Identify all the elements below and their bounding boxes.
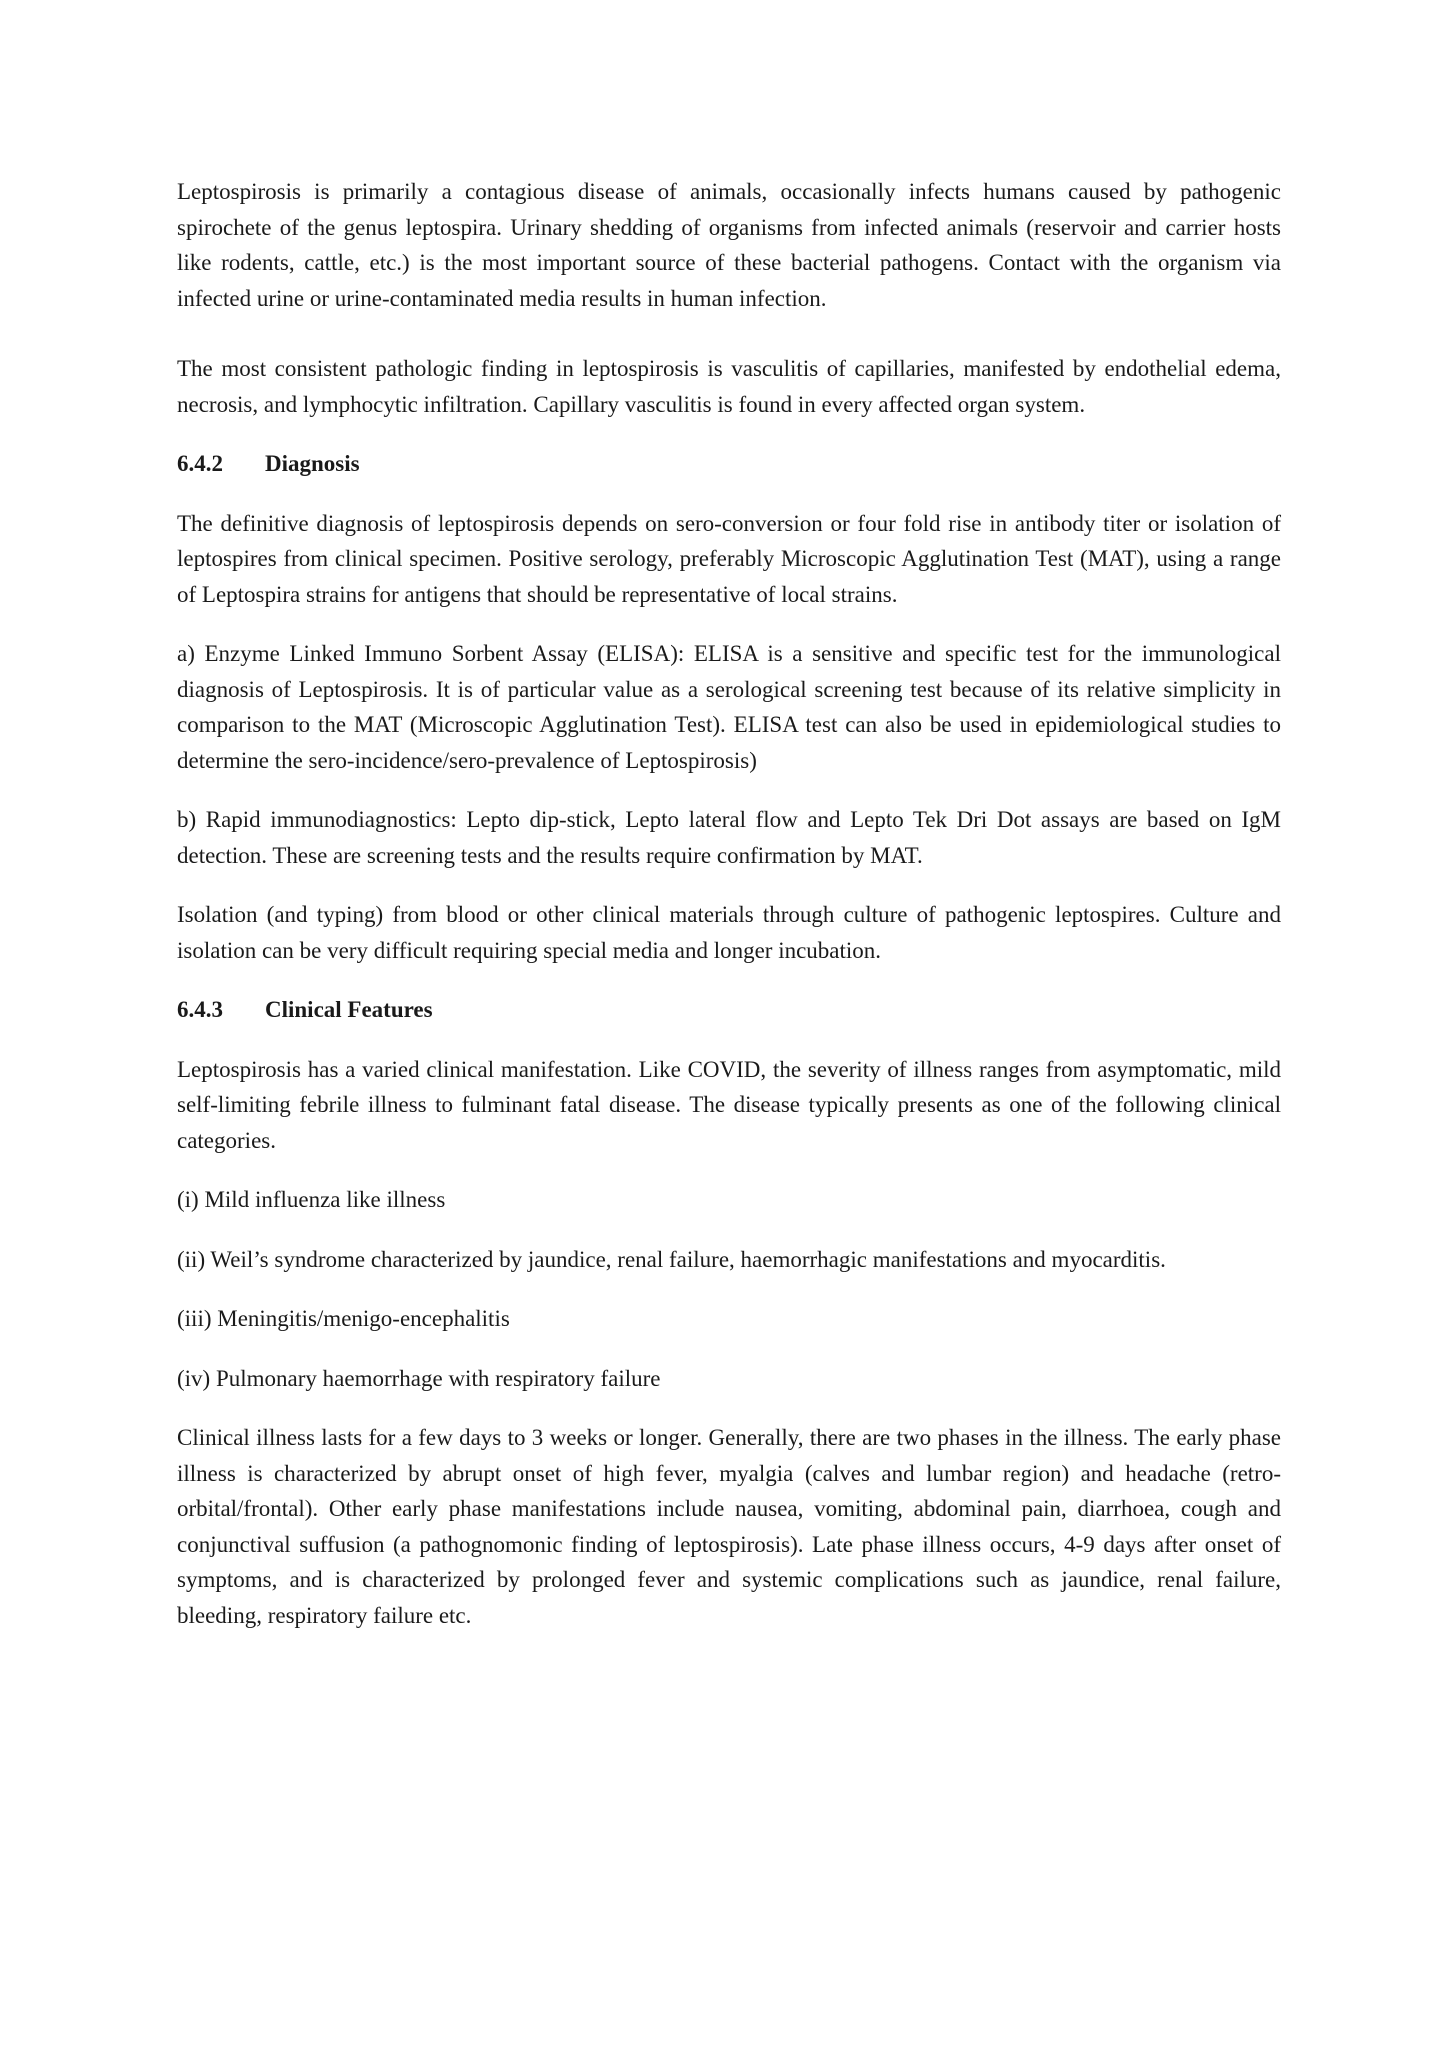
section-heading-clinical-features <box>177 992 1281 1028</box>
clinical-category-item: (i) Mild influenza like illness <box>177 1187 446 1212</box>
section-heading-diagnosis <box>177 446 1281 482</box>
diagnosis-paragraph-1: The definitive diagnosis of leptospirosis depends on sero-conversion or four fold rise in antibody titer or isolation of leptospires from clinical specimen. Positive serology, preferably Microscopic Agglutination Test (MAT), using a range of Leptospira strains for antigens that should be representative of local strains. <box>177 510 1281 607</box>
diagnosis-paragraph-rapid: b) Rapid immunodiagnostics: Lepto dip-stick, Lepto lateral flow and Lepto Tek Dri Dot assays are based on IgM detection. These are screening tests and the results require confirmation by MAT. <box>177 807 1281 868</box>
section-number: 6.4.3 <box>177 997 223 1022</box>
document-page <box>177 174 1281 1633</box>
clinical-category-item: (ii) Weil’s syndrome characterized by jaundice, renal failure, haemorrhagic manifestations and myocarditis. <box>177 1246 1166 1272</box>
clinical-category-item: (iii) Meningitis/menigo-encephalitis <box>177 1306 510 1331</box>
section-title: Clinical Features <box>265 997 433 1022</box>
section-title: Diagnosis <box>265 451 360 476</box>
section-number: 6.4.2 <box>177 451 223 476</box>
intro-paragraph-1: Leptospirosis is primarily a contagious disease of animals, occasionally infects humans caused by pathogenic spirochete of the genus leptospira. Urinary shedding of organisms from infected animals (reservoir and carrier hosts like rodents, cattle, etc.) is the most important source of these bacterial pathogens. Contact with the organism via infected urine or urine-contaminated media results in human infection. <box>177 179 1281 311</box>
clinical-category-item: (iv) Pulmonary haemorrhage with respiratory failure <box>177 1365 661 1391</box>
clinical-paragraph-2: Clinical illness lasts for a few days to 3 weeks or longer. Generally, there are two phases in the illness. The early phase illness is characterized by abrupt onset of high fever, myalgia (calves and lumbar region) and headache (retro-orbital/frontal). Other early phase manifestations include nausea, vomiting, abdominal pain, diarrhoea, cough and conjunctival suffusion (a pathognomonic finding of leptospirosis). Late phase illness occurs, 4-9 days after onset of symptoms, and is characterized by prolonged fever and systemic complications such as jaundice, renal failure, bleeding, respiratory failure etc. <box>177 1425 1281 1628</box>
intro-paragraph-2: The most consistent pathologic finding in leptospirosis is vasculitis of capillaries, manifested by endothelial edema, necrosis, and lymphocytic infiltration. Capillary vasculitis is found in every affected organ system. <box>177 356 1281 417</box>
diagnosis-paragraph-isolation: Isolation (and typing) from blood or other clinical materials through culture of pathogenic leptospires. Culture and isolation can be very difficult requiring special media and longer incubation. <box>177 902 1281 963</box>
diagnosis-paragraph-elisa: a) Enzyme Linked Immuno Sorbent Assay (ELISA): ELISA is a sensitive and specific test for the immunological diagnosis of Leptospirosis. It is of particular value as a serological screening test because of its relative simplicity in comparison to the MAT (Microscopic Agglutination Test). ELISA test can also be used in epidemiological studies to determine the sero-incidence/sero-prevalence of Leptospirosis) <box>177 641 1281 773</box>
clinical-paragraph-1: Leptospirosis has a varied clinical manifestation. Like COVID, the severity of illness ranges from asymptomatic, mild self-limiting febrile illness to fulminant fatal disease. The disease typically presents as one of the following clinical categories. <box>177 1056 1281 1153</box>
